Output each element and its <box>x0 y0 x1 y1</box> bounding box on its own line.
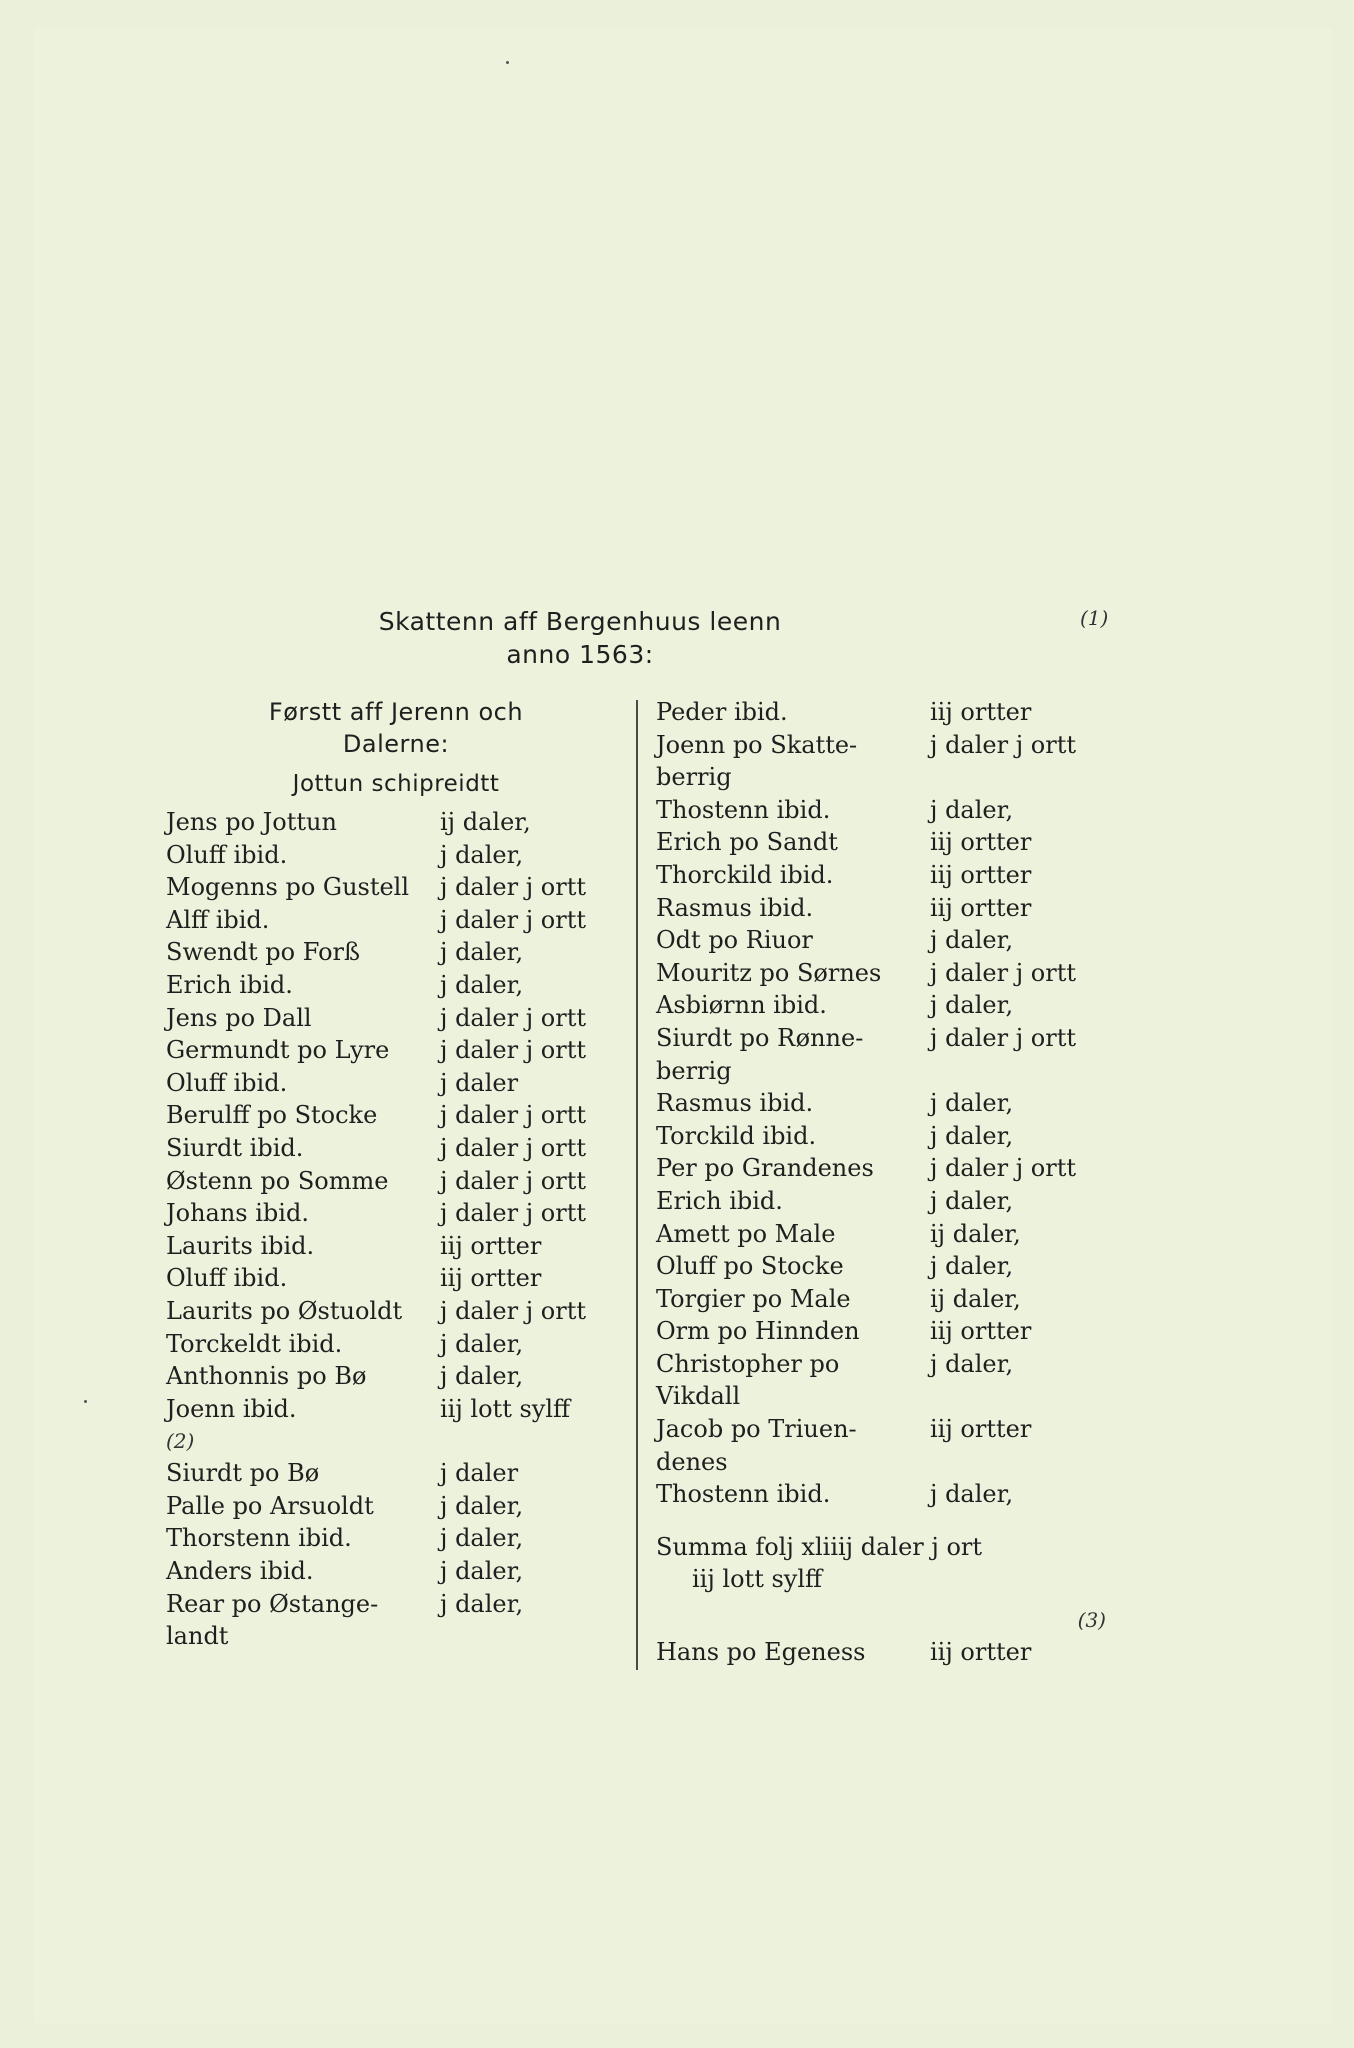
entry-amount: j daler j ortt <box>930 1023 1077 1052</box>
entry-name: Oluff ibid. <box>166 840 288 869</box>
subheading: Jottun schipreidtt <box>292 771 500 797</box>
entry-name: Jens po Dall <box>166 1003 312 1032</box>
entry-amount: j daler j ortt <box>440 1296 587 1325</box>
entry-name: Germundt po Lyre <box>166 1036 390 1065</box>
list-item <box>656 1413 1116 1478</box>
list-item <box>656 1022 1116 1087</box>
entry-amount: j daler j ortt <box>440 1166 587 1195</box>
entry-name: Rear po Østange- landt <box>166 1589 379 1651</box>
entry-amount: iij lott sylff <box>440 1394 571 1423</box>
entry-name: Siurdt ibid. <box>166 1133 304 1162</box>
entry-name: Torgier po Male <box>656 1284 851 1313</box>
entry-name: Siurdt po Rønne- berrig <box>656 1023 864 1085</box>
list-item <box>166 1588 626 1653</box>
entry-amount: iij ortter <box>440 1264 542 1293</box>
list-item <box>166 839 626 872</box>
entry-amount: j daler, <box>440 1589 524 1618</box>
list-item <box>656 794 1116 827</box>
section-heading <box>166 696 626 760</box>
entry-name: Torckeldt ibid. <box>166 1329 343 1358</box>
entry-amount: j daler, <box>930 795 1014 824</box>
entry-amount: j daler j ortt <box>440 1133 587 1162</box>
entry-amount: iij ortter <box>930 1317 1032 1346</box>
entry-amount: j daler, <box>440 1362 524 1391</box>
entry-amount: j daler, <box>930 926 1014 955</box>
list-item <box>656 1218 1116 1251</box>
entry-name: Thostenn ibid. <box>656 1480 831 1509</box>
entry-name: Hans po Egeness <box>656 1638 866 1667</box>
entry-amount: iij ortter <box>930 860 1032 889</box>
section-heading-line-1: Førstt aff Jerenn och <box>268 698 524 726</box>
entry-name: Erich ibid. <box>656 1186 783 1215</box>
entry-name: Amett po Male <box>656 1219 836 1248</box>
list-item <box>166 1457 626 1490</box>
entry-amount: j daler, <box>440 1557 524 1586</box>
entry-name: Siurdt po Bø <box>166 1459 320 1488</box>
list-item <box>166 1002 626 1035</box>
entry-amount: j daler <box>440 1068 519 1097</box>
list-item <box>656 1185 1116 1218</box>
entry-amount: j daler, <box>930 1121 1014 1150</box>
entry-amount: j daler, <box>440 1329 524 1358</box>
entry-name: Per po Grandenes <box>656 1154 874 1183</box>
list-item <box>166 1132 626 1165</box>
list-item <box>656 1315 1116 1348</box>
list-item <box>166 1555 626 1588</box>
summa-line-2: iij lott sylff <box>692 1565 823 1594</box>
list-item <box>656 989 1116 1022</box>
page-marker-3: (3) <box>1077 1608 1106 1633</box>
entry-name: Oluff ibid. <box>166 1068 288 1097</box>
entry-amount: j daler j ortt <box>930 958 1077 987</box>
entry-name: Erich po Sandt <box>656 828 838 857</box>
list-item <box>166 1328 626 1361</box>
list-item <box>166 1230 626 1263</box>
list-item <box>166 1522 626 1555</box>
entry-name: Østenn po Somme <box>166 1166 389 1195</box>
right-column <box>656 696 1116 1669</box>
list-item <box>656 1152 1116 1185</box>
entry-amount: j daler j ortt <box>440 1199 587 1228</box>
entry-name: Rasmus ibid. <box>656 893 814 922</box>
list-item <box>166 871 626 904</box>
entry-name: Swendt po Forß <box>166 938 361 967</box>
list-item <box>656 924 1116 957</box>
list-item <box>656 696 1116 729</box>
entry-amount: j daler, <box>930 1089 1014 1118</box>
list-item <box>166 1490 626 1523</box>
page-title <box>300 605 860 671</box>
entry-amount: iij ortter <box>930 698 1032 726</box>
tax-list-b <box>166 1457 626 1653</box>
speck-mark <box>506 61 509 64</box>
list-item <box>656 892 1116 925</box>
list-item <box>166 904 626 937</box>
entry-amount: j daler j ortt <box>440 905 587 934</box>
list-item <box>656 1250 1116 1283</box>
summa-line-1: Summa folj xliiij daler j ort <box>656 1532 983 1561</box>
list-item <box>656 1348 1116 1413</box>
tax-list-c <box>656 696 1116 1511</box>
list-item <box>656 1636 1116 1669</box>
entry-amount: iij ortter <box>930 828 1032 857</box>
entry-name: Laurits ibid. <box>166 1231 315 1260</box>
list-item <box>166 936 626 969</box>
entry-name: Oluff ibid. <box>166 1264 288 1293</box>
entry-name: Thostenn ibid. <box>656 795 831 824</box>
list-item <box>656 1087 1116 1120</box>
list-item <box>166 1034 626 1067</box>
entry-amount: j daler j ortt <box>440 1003 587 1032</box>
entry-amount: j daler, <box>930 1349 1014 1378</box>
entry-name: Oluff po Stocke <box>656 1252 844 1281</box>
speck-mark <box>84 1400 87 1403</box>
entry-amount: j daler, <box>440 1491 524 1520</box>
list-item <box>656 826 1116 859</box>
column-divider <box>636 700 638 1670</box>
entry-name: Torckild ibid. <box>656 1121 817 1150</box>
entry-name: Peder ibid. <box>656 698 788 726</box>
entry-name: Christopher po Vikdall <box>656 1349 840 1411</box>
list-item <box>166 1295 626 1328</box>
list-item <box>656 1478 1116 1511</box>
entry-amount: ij daler, <box>930 1219 1021 1248</box>
entry-name: Alff ibid. <box>166 905 270 934</box>
list-item <box>656 1283 1116 1316</box>
entry-name: Mogenns po Gustell <box>166 873 410 902</box>
entry-name: Rasmus ibid. <box>656 1089 814 1118</box>
entry-amount: j daler, <box>930 1186 1014 1215</box>
entry-amount: j daler, <box>440 938 524 967</box>
entry-name: Asbiørnn ibid. <box>656 991 827 1020</box>
entry-name: Jacob po Triuen- denes <box>656 1415 857 1476</box>
entry-name: Laurits po Østuoldt <box>166 1296 403 1325</box>
page-marker-1: (1) <box>1080 606 1109 630</box>
entry-amount: iij ortter <box>440 1231 542 1260</box>
entry-amount: iij ortter <box>930 1415 1032 1444</box>
entry-name: Odt po Riuor <box>656 926 813 955</box>
entry-name: Joenn po Skatte- berrig <box>656 730 858 792</box>
tax-list-a <box>166 806 626 1425</box>
entry-name: Berulff po Stocke <box>166 1101 378 1130</box>
entry-amount: j daler, <box>930 1480 1014 1509</box>
entry-name: Erich ibid. <box>166 970 293 999</box>
entry-name: Joenn ibid. <box>166 1394 297 1423</box>
list-item <box>656 729 1116 794</box>
entry-name: Anthonnis po Bø <box>166 1362 367 1391</box>
summa-total <box>656 1531 1116 1596</box>
list-item <box>166 969 626 1002</box>
list-item <box>166 1099 626 1132</box>
title-line-2: anno 1563: <box>506 640 654 669</box>
entry-name: Orm po Hinnden <box>656 1317 860 1346</box>
left-column <box>166 696 626 1653</box>
entry-amount: j daler <box>440 1459 519 1488</box>
list-item <box>166 806 626 839</box>
list-item <box>166 1360 626 1393</box>
entry-amount: j daler j ortt <box>440 1101 587 1130</box>
entry-amount: iij ortter <box>930 1638 1032 1667</box>
entry-amount: j daler j ortt <box>440 1036 587 1065</box>
entry-name: Anders ibid. <box>166 1557 314 1586</box>
entry-amount: iij ortter <box>930 893 1032 922</box>
entry-amount: j daler, <box>440 840 524 869</box>
entry-name: Thorckild ibid. <box>656 860 834 889</box>
entry-amount: j daler, <box>930 991 1014 1020</box>
list-item <box>656 1120 1116 1153</box>
entry-name: Thorstenn ibid. <box>166 1524 352 1553</box>
page-marker-2: (2) <box>166 1429 195 1454</box>
entry-amount: j daler, <box>440 1524 524 1553</box>
entry-name: Jens po Jottun <box>166 808 337 836</box>
entry-name: Mouritz po Sørnes <box>656 958 882 987</box>
entry-amount: j daler j ortt <box>930 1154 1077 1183</box>
list-item <box>656 859 1116 892</box>
entry-amount: j daler j ortt <box>930 730 1077 759</box>
entry-name: Palle po Arsuoldt <box>166 1491 374 1520</box>
list-item <box>166 1393 626 1426</box>
entry-amount: j daler j ortt <box>440 873 587 902</box>
list-item <box>166 1165 626 1198</box>
section-heading-line-2: Dalerne: <box>342 730 450 758</box>
list-item <box>166 1197 626 1230</box>
entry-name: Johans ibid. <box>166 1199 309 1228</box>
entry-amount: j daler, <box>930 1252 1014 1281</box>
list-item <box>166 1067 626 1100</box>
list-item <box>656 957 1116 990</box>
title-line-1: Skattenn aff Bergenhuus leenn <box>378 607 782 636</box>
entry-amount: ij daler, <box>440 808 531 836</box>
entry-amount: j daler, <box>440 970 524 999</box>
entry-amount: ij daler, <box>930 1284 1021 1313</box>
list-item <box>166 1262 626 1295</box>
